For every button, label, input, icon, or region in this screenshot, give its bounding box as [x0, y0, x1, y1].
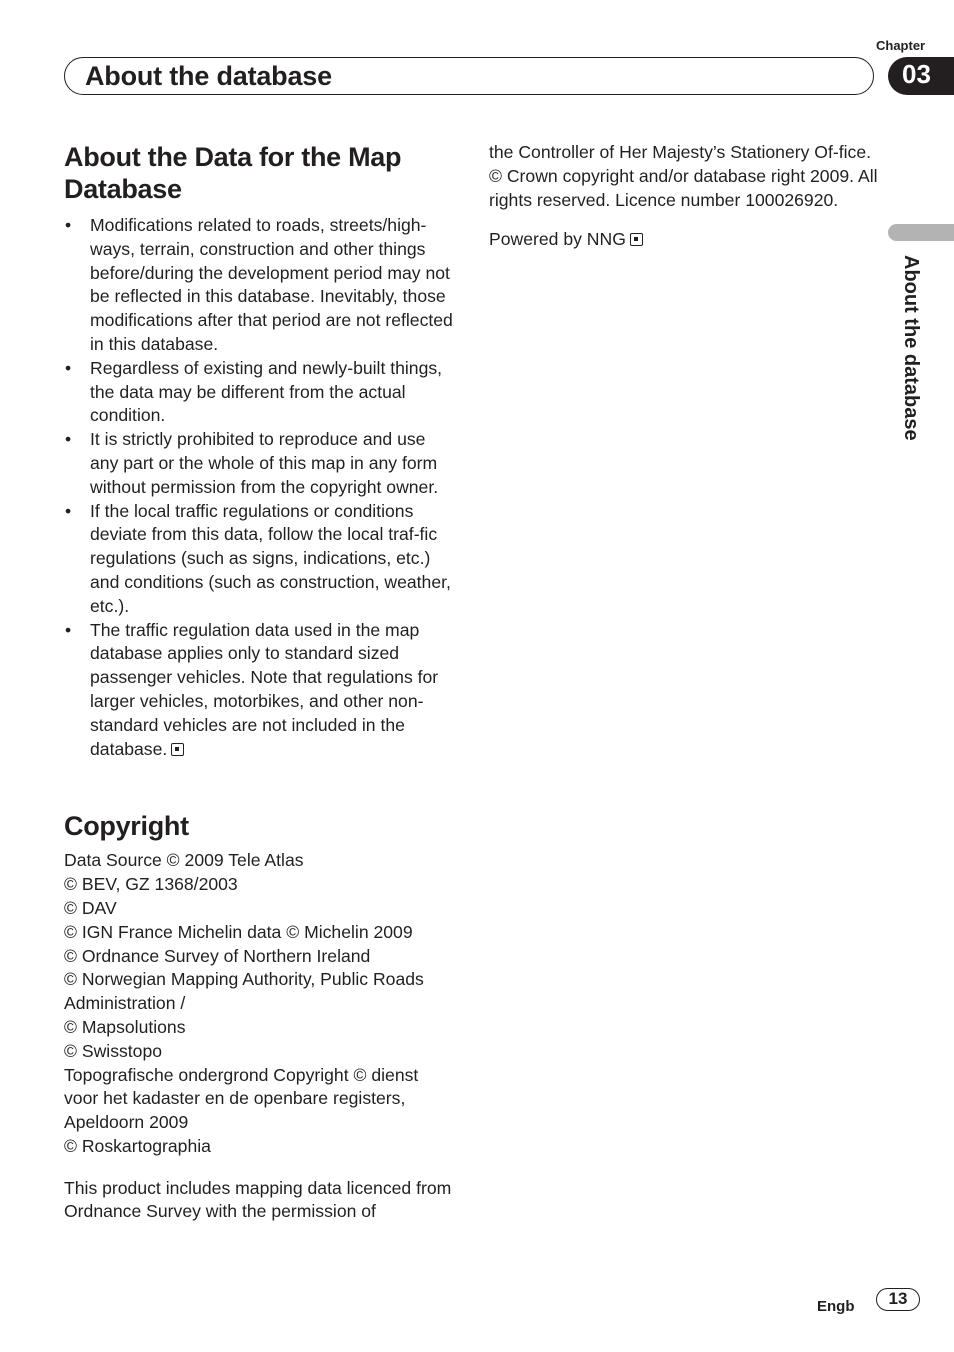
bullet-icon: •: [65, 429, 72, 450]
copyright-heading: Copyright: [64, 811, 189, 842]
section-end-icon: [171, 743, 184, 756]
bullet-icon: •: [65, 619, 72, 640]
list-item: • Regardless of existing and newly-built things, the data may be different from the actual condition.: [65, 357, 443, 426]
ordnance-survey-paragraph-continued: the Controller of Her Majesty’s Stationery Of-fice. © Crown copyright and/or database right 2009. All rights reserved. Licence number 100026920.: [489, 142, 878, 210]
bullet-icon: •: [65, 215, 72, 235]
copyright-list: [64, 849, 456, 1158]
chapter-label: Chapter: [876, 38, 926, 53]
right-column: [489, 141, 879, 252]
copyright-line: © Swisstopo: [64, 1040, 163, 1061]
list-item: • It is strictly prohibited to reproduce and use any part or the whole of this map in any form without permission from the copyright owner.: [65, 429, 439, 497]
copyright-line: © DAV: [64, 897, 117, 918]
copyright-line: © IGN France Michelin data © Michelin 2009: [64, 921, 413, 942]
map-data-heading: About the Data for the Map Database: [64, 142, 402, 204]
copyright-line: © Ordnance Survey of Northern Ireland: [64, 945, 371, 966]
list-item: • Modifications related to roads, streets/high-ways, terrain, construction and other things before/during the development period may not be reflected in this database. Inevitably, those modifications after that period are not reflected in this database.: [65, 215, 453, 354]
map-data-bullet-list: [64, 214, 456, 761]
header-bar: [64, 57, 874, 95]
copyright-line: © Mapsolutions: [64, 1016, 186, 1037]
side-tab-label: About the database: [900, 255, 922, 441]
copyright-line: © Roskartographia: [64, 1135, 211, 1156]
page-header-title: About the database: [85, 61, 332, 91]
list-item: • The traffic regulation data used in the map database applies only to standard sized passenger vehicles. Note that regulations for larger vehicles, motorbikes, and other non-standard vehicles are not included in the database.: [65, 619, 439, 759]
powered-by-line: Powered by NNG: [489, 228, 879, 252]
section-end-icon: [630, 233, 643, 246]
copyright-line: Topografische ondergrond Copyright © dienst voor het kadaster en de openbare registers, Apeldoorn 2009: [64, 1064, 419, 1133]
footer-language: Engb: [817, 1298, 855, 1315]
copyright-line: Data Source © 2009 Tele Atlas: [64, 850, 304, 871]
left-column: [64, 141, 456, 1224]
bullet-icon: •: [65, 357, 72, 378]
chapter-number-badge: 03: [888, 57, 954, 95]
copyright-line: © BEV, GZ 1368/2003: [64, 874, 238, 895]
copyright-line: © Norwegian Mapping Authority, Public Roads Administration /: [64, 969, 424, 1014]
bullet-icon: •: [65, 500, 72, 521]
ordnance-survey-paragraph: This product includes mapping data licenced from Ordnance Survey with the permission of: [64, 1177, 452, 1222]
side-tab-marker: [888, 224, 954, 241]
page-number: 13: [876, 1288, 920, 1311]
list-item: • If the local traffic regulations or conditions deviate from this data, follow the local traf-fic regulations (such as signs, indications, etc.) and conditions (such as construction, weather, etc.).: [65, 500, 451, 616]
